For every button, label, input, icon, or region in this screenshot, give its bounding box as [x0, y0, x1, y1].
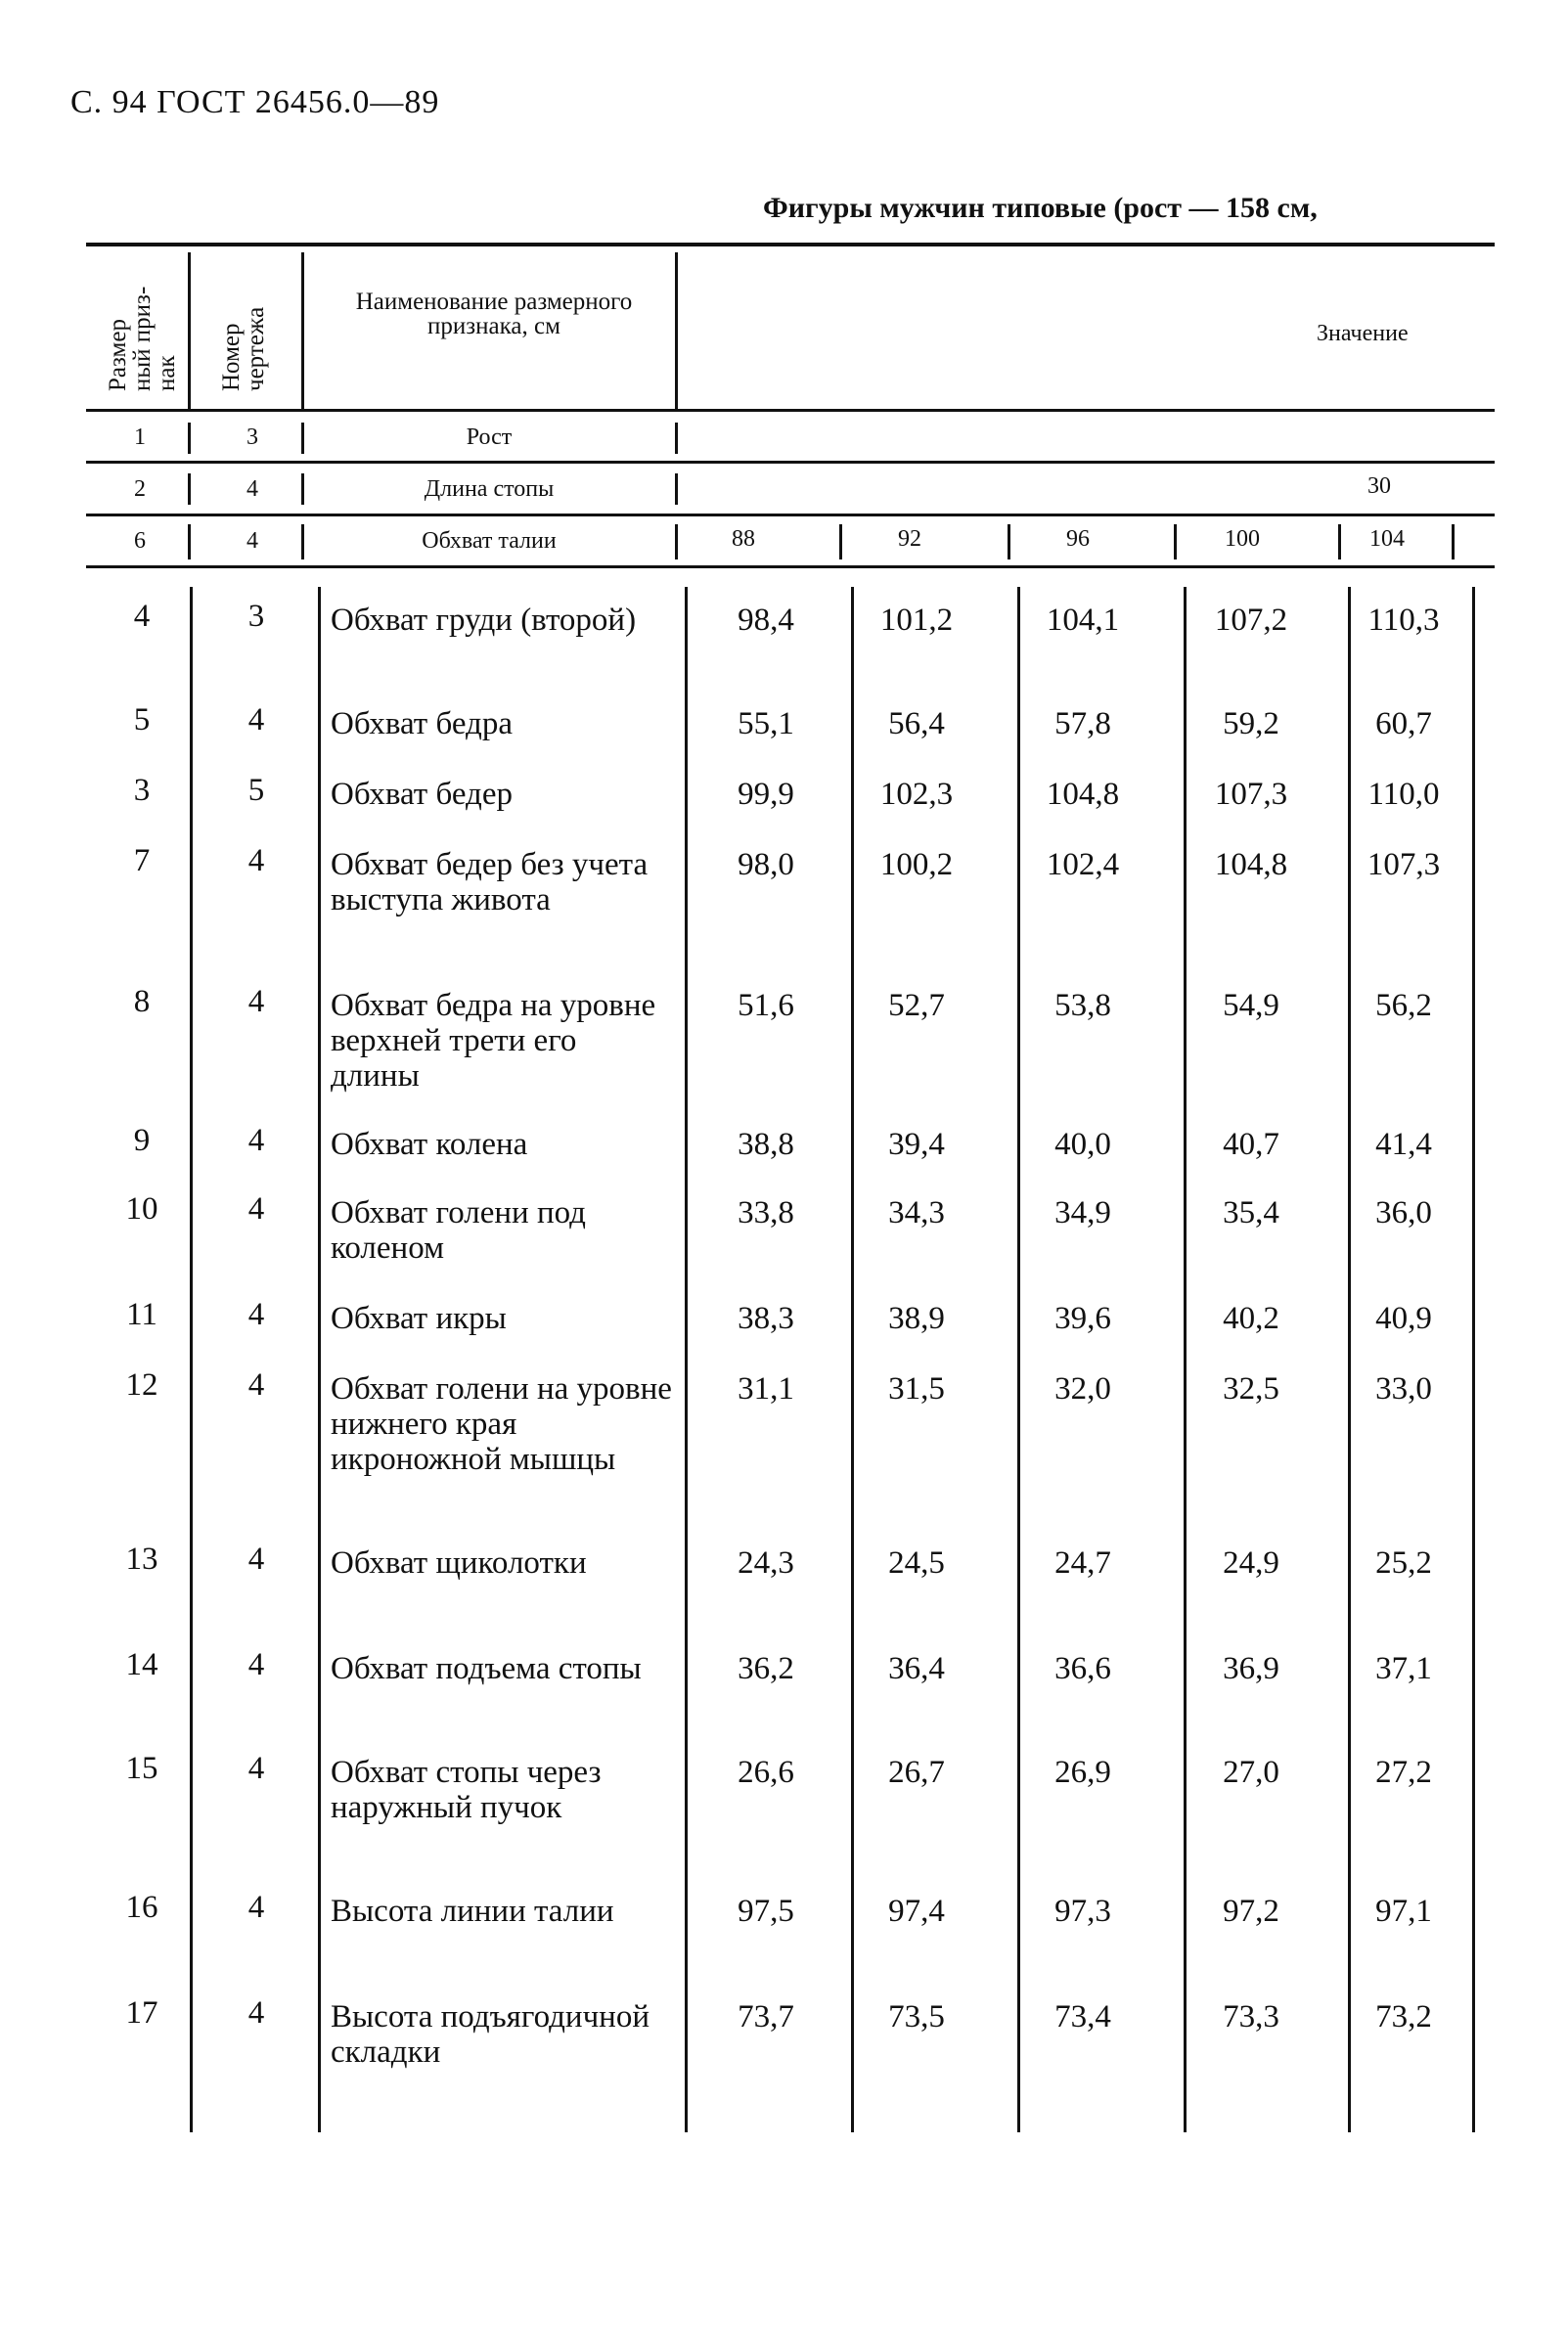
row-value: 24,3 — [738, 1545, 794, 1581]
row-value: 24,5 — [888, 1545, 945, 1581]
row-value: 34,9 — [1054, 1195, 1111, 1230]
param-row-name: Обхват талии — [422, 528, 557, 554]
row-name: Обхват бедра на уровне верхней трети его длины — [331, 988, 656, 1094]
param-row-drawing: 4 — [246, 528, 258, 554]
row-size: 5 — [133, 702, 151, 738]
param-row-value: 104 — [1369, 526, 1405, 552]
row-value: 107,2 — [1214, 603, 1288, 638]
rule-v-body-4 — [851, 587, 854, 2132]
param-row-size: 6 — [134, 528, 146, 554]
row-value: 26,9 — [1054, 1755, 1111, 1790]
rule-v-p2c — [675, 473, 678, 505]
row-value: 73,2 — [1375, 1999, 1432, 2034]
row-size: 17 — [125, 1995, 158, 2031]
row-drawing: 4 — [247, 1751, 265, 1786]
rule-v-p3h — [1452, 524, 1455, 559]
page-header: С. 94 ГОСТ 26456.0—89 — [70, 84, 440, 120]
row-drawing: 4 — [247, 1297, 265, 1332]
row-value: 37,1 — [1375, 1651, 1432, 1686]
row-value: 102,4 — [1046, 847, 1120, 882]
row-drawing: 4 — [247, 1890, 265, 1925]
rule-v-p3d — [839, 524, 842, 559]
rule-param-1 — [86, 461, 1495, 464]
param-row-name: Длина стопы — [424, 476, 555, 502]
rule-v-body-8 — [1472, 587, 1475, 2132]
row-value: 38,9 — [888, 1301, 945, 1336]
row-value: 97,4 — [888, 1894, 945, 1929]
rule-v-p3e — [1008, 524, 1010, 559]
rule-v-body-3 — [685, 587, 688, 2132]
param-row-value: 88 — [732, 526, 755, 552]
rule-v-p1 — [188, 423, 191, 454]
row-value: 57,8 — [1054, 706, 1111, 741]
row-value: 55,1 — [738, 706, 794, 741]
row-drawing: 3 — [247, 599, 265, 634]
row-value: 33,0 — [1375, 1371, 1432, 1407]
row-value: 27,2 — [1375, 1755, 1432, 1790]
col-size-header: Размер ный приз- нак — [105, 286, 180, 391]
rule-param-2 — [86, 514, 1495, 516]
row-value: 107,3 — [1214, 777, 1288, 812]
row-value: 24,9 — [1223, 1545, 1279, 1581]
row-value: 53,8 — [1054, 988, 1111, 1023]
row-value: 97,2 — [1223, 1894, 1279, 1929]
row-value: 40,0 — [1054, 1127, 1111, 1162]
row-size: 9 — [133, 1123, 151, 1158]
rule-v-p3c — [675, 524, 678, 559]
row-value: 52,7 — [888, 988, 945, 1023]
row-value: 26,6 — [738, 1755, 794, 1790]
row-name: Обхват голени на уровне нижнего края икроножной мышцы — [331, 1371, 672, 1477]
row-value: 56,4 — [888, 706, 945, 741]
row-value: 73,3 — [1223, 1999, 1279, 2034]
row-drawing: 4 — [247, 1995, 265, 2031]
row-size: 14 — [125, 1647, 158, 1682]
row-size: 3 — [133, 773, 151, 808]
rule-v-p2 — [188, 473, 191, 505]
row-value: 31,1 — [738, 1371, 794, 1407]
row-value: 36,6 — [1054, 1651, 1111, 1686]
row-drawing: 4 — [247, 1647, 265, 1682]
row-size: 8 — [133, 984, 151, 1019]
param-row-drawing: 3 — [246, 425, 258, 450]
rule-v-p1c — [675, 423, 678, 454]
param-row-name: Рост — [466, 425, 513, 450]
row-value: 40,9 — [1375, 1301, 1432, 1336]
row-size: 7 — [133, 843, 151, 878]
row-drawing: 4 — [247, 1367, 265, 1403]
rule-v-body-5 — [1017, 587, 1020, 2132]
row-value: 32,5 — [1223, 1371, 1279, 1407]
rule-v-p3 — [188, 524, 191, 559]
row-value: 56,2 — [1375, 988, 1432, 1023]
row-value: 99,9 — [738, 777, 794, 812]
rule-v-head-3 — [675, 252, 678, 409]
row-value: 34,3 — [888, 1195, 945, 1230]
row-name: Высота линии талии — [331, 1894, 614, 1929]
row-size: 11 — [126, 1297, 157, 1332]
row-value: 110,3 — [1367, 603, 1440, 638]
row-size: 15 — [125, 1751, 158, 1786]
row-value: 73,7 — [738, 1999, 794, 2034]
row-name: Обхват голени под коленом — [331, 1195, 586, 1266]
row-value: 39,4 — [888, 1127, 945, 1162]
rule-v-body-1 — [190, 587, 193, 2132]
row-value: 39,6 — [1054, 1301, 1111, 1336]
rule-v-head-2 — [301, 252, 304, 409]
row-drawing: 5 — [247, 773, 265, 808]
row-value: 24,7 — [1054, 1545, 1111, 1581]
row-value: 59,2 — [1223, 706, 1279, 741]
row-drawing: 4 — [247, 702, 265, 738]
param-row-size: 2 — [134, 476, 146, 502]
row-value: 36,4 — [888, 1651, 945, 1686]
row-value: 97,3 — [1054, 1894, 1111, 1929]
row-value: 107,3 — [1366, 847, 1441, 882]
row-value: 73,5 — [888, 1999, 945, 2034]
row-drawing: 4 — [247, 1191, 265, 1227]
col-drawing-header: Номер чертежа — [218, 306, 269, 391]
row-value: 51,6 — [738, 988, 794, 1023]
row-value: 36,0 — [1375, 1195, 1432, 1230]
row-value: 33,8 — [738, 1195, 794, 1230]
row-name: Обхват бедер без учета выступа живота — [331, 847, 649, 917]
param-row-value: 96 — [1066, 526, 1090, 552]
row-value: 100,2 — [879, 847, 954, 882]
rule-param-3 — [86, 565, 1495, 568]
row-drawing: 4 — [247, 984, 265, 1019]
row-value: 25,2 — [1375, 1545, 1432, 1581]
row-name: Обхват подъема стопы — [331, 1651, 642, 1686]
row-name: Обхват бедер — [331, 777, 513, 812]
row-value: 26,7 — [888, 1755, 945, 1790]
row-value: 31,5 — [888, 1371, 945, 1407]
row-size: 13 — [125, 1542, 158, 1577]
param-row-value: 30 — [1367, 473, 1391, 499]
row-value: 98,0 — [738, 847, 794, 882]
row-name: Обхват колена — [331, 1127, 528, 1162]
param-row-value: 92 — [898, 526, 921, 552]
row-value: 38,3 — [738, 1301, 794, 1336]
param-row-size: 1 — [134, 425, 146, 450]
row-value: 102,3 — [879, 777, 954, 812]
row-drawing: 4 — [247, 1123, 265, 1158]
table-caption: Фигуры мужчин типовые (рост — 158 см, — [763, 192, 1318, 224]
row-size: 10 — [125, 1191, 158, 1227]
row-drawing: 4 — [247, 1542, 265, 1577]
col-value-header: Значение — [1317, 321, 1409, 346]
row-value: 36,2 — [738, 1651, 794, 1686]
row-value: 41,4 — [1375, 1127, 1432, 1162]
col-name-header: Наименование размерного признака, см — [355, 289, 633, 339]
row-size: 4 — [133, 599, 151, 634]
row-value: 104,8 — [1214, 847, 1288, 882]
rule-v-p3f — [1174, 524, 1177, 559]
row-value: 104,8 — [1046, 777, 1120, 812]
row-value: 36,9 — [1223, 1651, 1279, 1686]
row-value: 97,5 — [738, 1894, 794, 1929]
row-value: 60,7 — [1375, 706, 1432, 741]
row-name: Обхват бедра — [331, 706, 513, 741]
rule-top — [86, 243, 1495, 246]
row-drawing: 4 — [247, 843, 265, 878]
rule-v-body-6 — [1184, 587, 1187, 2132]
row-name: Обхват груди (второй) — [331, 603, 637, 638]
row-size: 16 — [125, 1890, 158, 1925]
row-value: 98,4 — [738, 603, 794, 638]
row-name: Обхват икры — [331, 1301, 507, 1336]
row-value: 110,0 — [1367, 777, 1440, 812]
param-row-drawing: 4 — [246, 476, 258, 502]
rule-head-bottom — [86, 409, 1495, 412]
row-value: 104,1 — [1046, 603, 1120, 638]
rule-v-head-1 — [188, 252, 191, 409]
row-value: 40,2 — [1223, 1301, 1279, 1336]
param-row-value: 100 — [1225, 526, 1260, 552]
row-value: 73,4 — [1054, 1999, 1111, 2034]
row-value: 38,8 — [738, 1127, 794, 1162]
row-size: 12 — [125, 1367, 158, 1403]
row-value: 32,0 — [1054, 1371, 1111, 1407]
row-value: 35,4 — [1223, 1195, 1279, 1230]
rule-v-body-2 — [318, 587, 321, 2132]
row-value: 97,1 — [1375, 1894, 1432, 1929]
row-value: 27,0 — [1223, 1755, 1279, 1790]
row-name: Обхват стопы через наружный пучок — [331, 1755, 602, 1825]
row-value: 40,7 — [1223, 1127, 1279, 1162]
row-name: Высота подъягодичной складки — [331, 1999, 650, 2070]
row-name: Обхват щиколотки — [331, 1545, 587, 1581]
row-value: 54,9 — [1223, 988, 1279, 1023]
rule-v-p3g — [1338, 524, 1341, 559]
row-value: 101,2 — [879, 603, 954, 638]
